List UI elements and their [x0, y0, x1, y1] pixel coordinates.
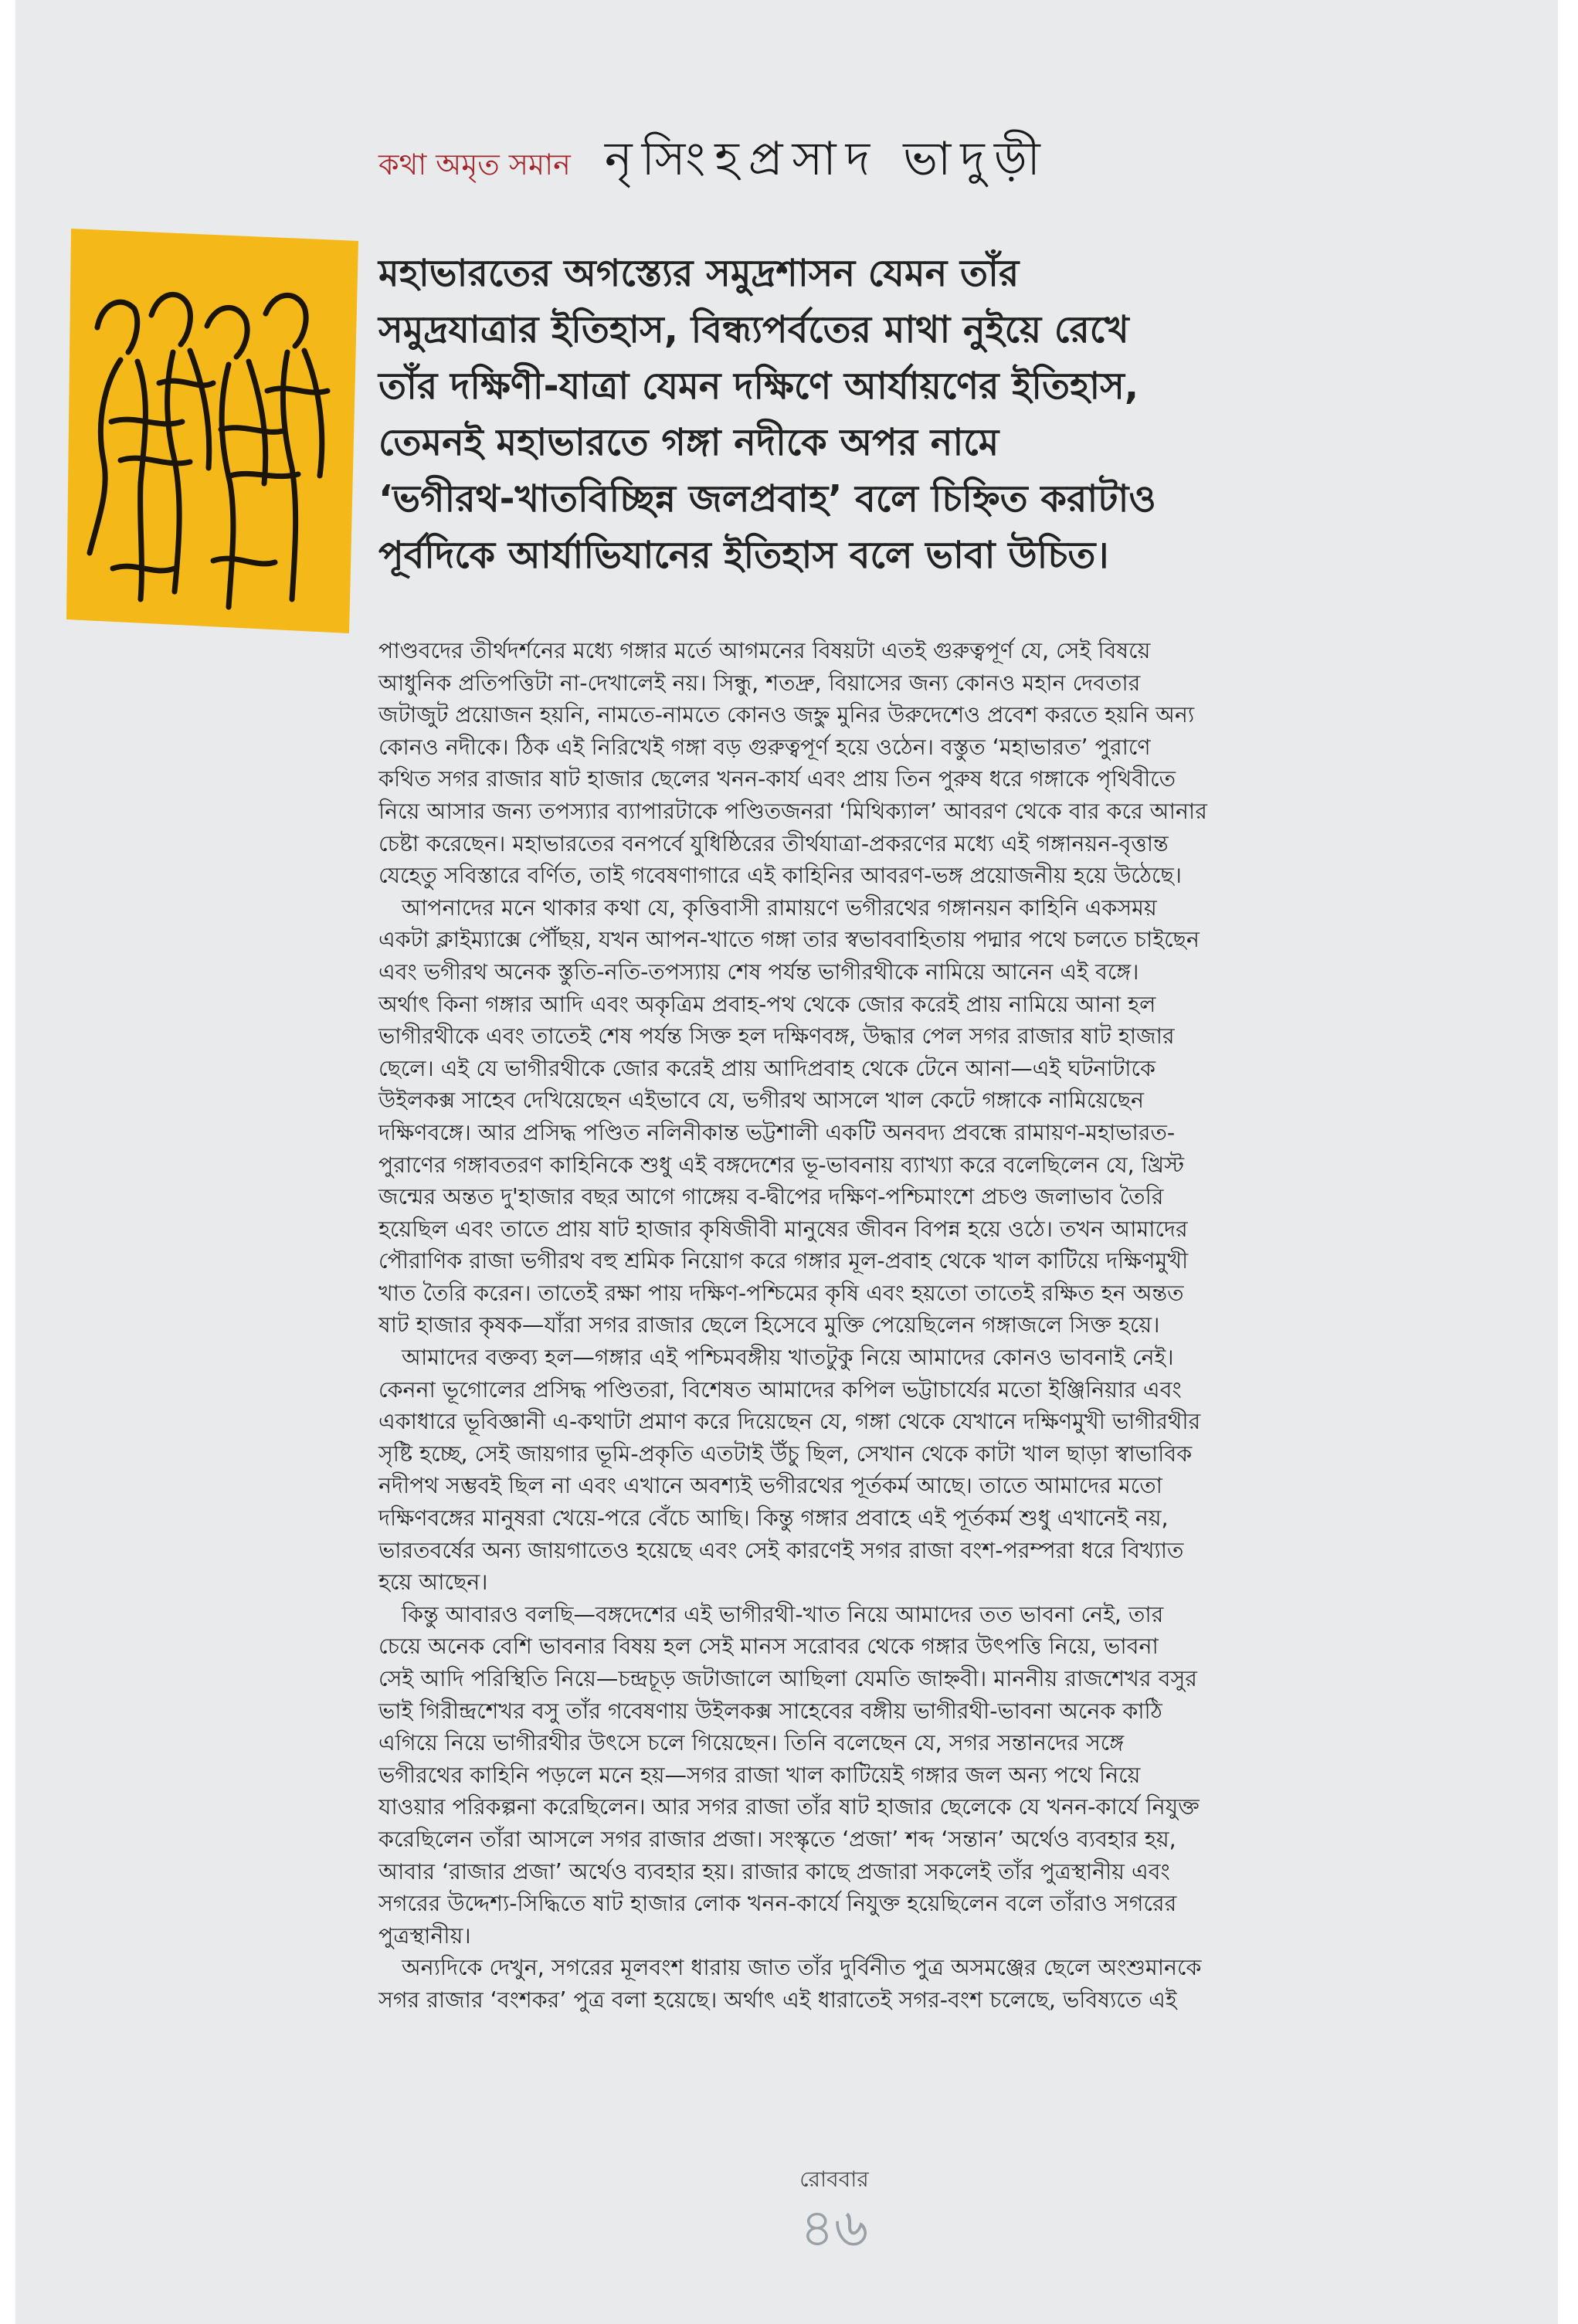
body-line: কেননা ভূগোলের প্রসিদ্ধ পণ্ডিতরা, বিশেষত আমাদের কপিল ভট্টাচার্যের মতো ইঞ্জিনিয়ার এবং: [378, 1376, 1182, 1403]
body-line: দক্ষিণবঙ্গে। আর প্রসিদ্ধ পণ্ডিত নলিনীকান্ত ভট্টশালী একটি অনবদ্য প্রবন্ধে রামায়ণ-মহাভারত-: [378, 1119, 1176, 1145]
body-line: ভাগীরথীকে এবং তাতেই শেষ পর্যন্ত সিক্ত হল দক্ষিণবঙ্গ, উদ্ধার পেল সগর রাজার ষাট হাজার: [378, 1023, 1175, 1050]
pull-quote-line: তাঁর দক্ষিণী-যাত্রা যেমন দক্ষিণে আর্যায়ণের ইতিহাস,: [378, 365, 1139, 408]
body-line: নিয়ে আসার জন্য তপস্যার ব্যাপারটাকে পণ্ডিতজনরা ‘মিথিক্যাল’ আবরণ থেকে বার করে আনার: [378, 798, 1207, 824]
body-line: চেষ্টা করেছেন। মহাভারতের বনপর্বে যুধিষ্ঠিরের তীর্থযাত্রা-প্রকরণের মধ্যে এই গঙ্গানয়ন-বৃত্তান্ত: [378, 830, 1169, 857]
body-line: অন্যদিকে দেখুন, সগরের মূলবংশ ধারায় জাত তাঁর দুর্বিনীত পুত্র অসমঞ্জের ছেলে অংশুমানকে: [402, 1955, 1202, 1981]
body-line: পুত্রস্থানীয়।: [378, 1922, 471, 1949]
body-line: সৃষ্টি হচ্ছে, সেই জায়গার ভূমি-প্রকৃতি এতটাই উঁচু ছিল, সেখান থেকে কাটা খাল ছাড়া স্বাভাবিক: [378, 1440, 1193, 1467]
body-line: ষাট হাজার কৃষক—যাঁরা সগর রাজার ছেলে হিসেবে মুক্তি পেয়েছিলেন গঙ্গাজলে সিক্ত হয়ে।: [378, 1312, 1160, 1338]
body-line: যাওয়ার পরিকল্পনা করেছিলেন। আর সগর রাজা তাঁর ষাট হাজার ছেলেকে যে খনন-কার্যে নিযুক্ত: [378, 1794, 1200, 1820]
body-line: আধুনিক প্রতিপত্তিটা না-দেখালেই নয়। সিন্ধু, শতদ্রু, বিয়াসের জন্য কোনও মহান দেবতার: [378, 670, 1141, 696]
body-line: পুরাণের গঙ্গাবতরণ কাহিনিকে শুধু এই বঙ্গদেশের ভূ-ভাবনায় ব্যাখ্যা করে বলেছিলেন যে, খ্রিস্ট: [378, 1152, 1184, 1178]
body-line: এবং ভগীরথ অনেক স্তুতি-নতি-তপস্যায় শেষ পর্যন্ত ভাগীরথীকে নামিয়ে আনেন এই বঙ্গে।: [378, 958, 1139, 985]
body-line: সগরের উদ্দেশ্য-সিদ্ধিতে ষাট হাজার লোক খনন-কার্যে নিযুক্ত হয়েছিলেন বলে তাঁরাও সগরের: [378, 1891, 1177, 1917]
body-line: ভগীরথের কাহিনি পড়লে মনে হয়—সগর রাজা খাল কাটিয়েই গঙ্গার জল অন্য পথে নিয়ে: [378, 1762, 1141, 1788]
body-line: দক্ষিণবঙ্গের মানুষরা খেয়ে-পরে বেঁচে আছি। কিন্তু গঙ্গার প্রবাহে এই পূর্তকর্ম শুধু এখানেই নয়,: [378, 1505, 1169, 1532]
pull-quote: [378, 246, 1336, 584]
body-line: আপনাদের মনে থাকার কথা যে, কৃত্তিবাসী রামায়ণে ভগীরথের গঙ্গানয়ন কাহিনি একসময়: [402, 894, 1157, 921]
body-line: অর্থাৎ কিনা গঙ্গার আদি এবং অকৃত্রিম প্রবাহ-পথ থেকে জোর করেই প্রায় নামিয়ে আনা হল: [378, 991, 1156, 1017]
page-footer: [765, 2163, 904, 2259]
body-line: একটা ক্লাইম্যাক্সে পৌঁছয়, যখন আপন-খাতে গঙ্গা তার স্বভাববাহিতায় পদ্মার পথে চলতে চাইছেন: [378, 927, 1200, 953]
body-line: আমাদের বক্তব্য হল—গঙ্গার এই পশ্চিমবঙ্গীয় খাতটুকু নিয়ে আমাদের কোনও ভাবনাই নেই।: [402, 1345, 1174, 1371]
series-title: কথা অমৃত সমান: [378, 148, 571, 182]
body-line: খাত তৈরি করেন। তাতেই রক্ষা পায় দক্ষিণ-পশ্চিমের কৃষি এবং হয়তো তাতেই রক্ষিত হন অন্তত: [378, 1280, 1184, 1306]
body-line: কোনও নদীকে। ঠিক এই নিরিখেই গঙ্গা বড় গুরুত্বপূর্ণ হয়ে ওঠেন। বস্তুত ‘মহাভারত’ পুরাণে: [378, 734, 1151, 760]
body-line: পাণ্ডবদের তীর্থদর্শনের মধ্যে গঙ্গার মর্তে আগমনের বিষয়টা এতই গুরুত্বপূর্ণ যে, সেই বিষয়ে: [378, 638, 1151, 663]
body-line: জটাজুট প্রয়োজন হয়নি, নামতে-নামতে কোনও জহ্নু মুনির উরুদেশেও প্রবেশ করতে হয়নি অন্য: [378, 702, 1195, 728]
body-line: কথিত সগর রাজার ষাট হাজার ছেলের খনন-কার্য এবং প্রায় তিন পুরুষ ধরে গঙ্গাকে পৃথিবীতে: [378, 766, 1176, 792]
body-line: এগিয়ে নিয়ে ভাগীরথীর উৎসে চলে গিয়েছেন। তিনি বলেছেন যে, সগর সন্তানদের সঙ্গে: [378, 1730, 1125, 1756]
body-line: ভারতবর্ষের অন্য জায়গাতেও হয়েছে এবং সেই কারণেই সগর রাজা বংশ-পরম্পরা ধরে বিখ্যাত: [378, 1537, 1184, 1563]
pull-quote-line: সমুদ্রযাত্রার ইতিহাস, বিন্ধ্যপর্বতের মাথা নুইয়ে রেখে: [378, 308, 1129, 351]
page-number: ৪৬: [799, 2198, 869, 2259]
body-line: কিন্তু আবারও বলছি—বঙ্গদেশের এই ভাগীরথী-খাত নিয়ে আমাদের তত ভাবনা নেই, তার: [402, 1601, 1164, 1627]
article-body: [378, 635, 1282, 2017]
body-line: নদীপথ সম্ভবই ছিল না এবং এখানে অবশ্যই ভগীরথের পূর্তকর্ম আছে। তাতে আমাদের মতো: [378, 1473, 1162, 1499]
body-line: যেহেতু সবিস্তারে বর্ণিত, তাই গবেষণাগারে এই কাহিনির আবরণ-ভঙ্গ প্রয়োজনীয় হয়ে উঠেছে।: [378, 863, 1182, 889]
author-name: নৃসিংহপ্রসাদ ভাদুড়ী: [604, 132, 1050, 186]
magazine-page: [15, 0, 1558, 2324]
pull-quote-line: ‘ভগীরথ-খাতবিচ্ছিন্ন জলপ্রবাহ’ বলে চিহ্নিত করাটাও: [378, 477, 1156, 521]
sages-illustration-icon: [66, 229, 358, 633]
body-line: করেছিলেন তাঁরা আসলে সগর রাজার প্রজা। সংস্কৃতে ‘প্রজা’ শব্দ ‘সন্তান’ অর্থেও ব্যবহার হয়,: [378, 1826, 1176, 1852]
article-header: [378, 124, 1050, 201]
body-line: হয়েছিল এবং তাতে প্রায় ষাট হাজার কৃষিজীবী মানুষের জীবন বিপন্ন হয়ে ওঠে। তখন আমাদের: [378, 1216, 1188, 1242]
pull-quote-line: তেমনই মহাভারতে গঙ্গা নদীকে অপর নামে: [378, 421, 999, 464]
body-line: উইলকক্স সাহেব দেখিয়েছেন এইভাবে যে, ভগীরথ আসলে খাল কেটে গঙ্গাকে নামিয়েছেন: [378, 1087, 1144, 1114]
magazine-name: রোববার: [799, 2166, 869, 2192]
pull-quote-line: মহাভারতের অগস্ত্যের সমুদ্রশাসন যেমন তাঁর: [378, 252, 1020, 295]
body-line: ভাই গিরীন্দ্রশেখর বসু তাঁর গবেষণায় উইলকক্স সাহেবের বঙ্গীয় ভাগীরথী-ভাবনা অনেক কাঠি: [378, 1698, 1162, 1724]
body-line: একাধারে ভূবিজ্ঞানী এ-কথাটা প্রমাণ করে দিয়েছেন যে, গঙ্গা থেকে যেখানে দক্ষিণমুখী ভাগীরথীর: [378, 1409, 1201, 1435]
body-line: আবার ‘রাজার প্রজা’ অর্থেও ব্যবহার হয়। রাজার কাছে প্রজারা সকলেই তাঁর পুত্রস্থানীয় এবং: [378, 1858, 1170, 1885]
body-line: ছেলে। এই যে ভাগীরথীকে জোর করেই প্রায় আদিপ্রবাহ থেকে টেনে আনা—এই ঘটনাটাকে: [378, 1055, 1156, 1081]
body-line: সেই আদি পরিস্থিতি নিয়ে—চন্দ্রচূড় জটাজালে আছিলা যেমতি জাহ্নবী। মাননীয় রাজশেখর বসুর: [378, 1666, 1197, 1691]
body-line: পৌরাণিক রাজা ভগীরথ বহু শ্রমিক নিয়োগ করে গঙ্গার মূল-প্রবাহ থেকে খাল কাটিয়ে দক্ষিণমুখী: [378, 1248, 1189, 1274]
body-line: সগর রাজার ‘বংশকর’ পুত্র বলা হয়েছে। অর্থাৎ এই ধারাতেই সগর-বংশ চলেছে, ভবিষ্যতে এই: [378, 1986, 1177, 2013]
body-line: হয়ে আছেন।: [378, 1569, 488, 1596]
pull-quote-line: পূর্বদিকে আর্যাভিযানের ইতিহাস বলে ভাবা উচিত।: [378, 534, 1109, 577]
body-line: চেয়ে অনেক বেশি ভাবনার বিষয় হল সেই মানস সরোবর থেকে গঙ্গার উৎপত্তি নিয়ে, ভাবনা: [378, 1634, 1159, 1660]
body-line: জন্মের অন্তত দু'হাজার বছর আগে গাঙ্গেয় ব-দ্বীপের দক্ষিণ-পশ্চিমাংশে প্রচণ্ড জলাভাব তৈরি: [378, 1184, 1164, 1210]
